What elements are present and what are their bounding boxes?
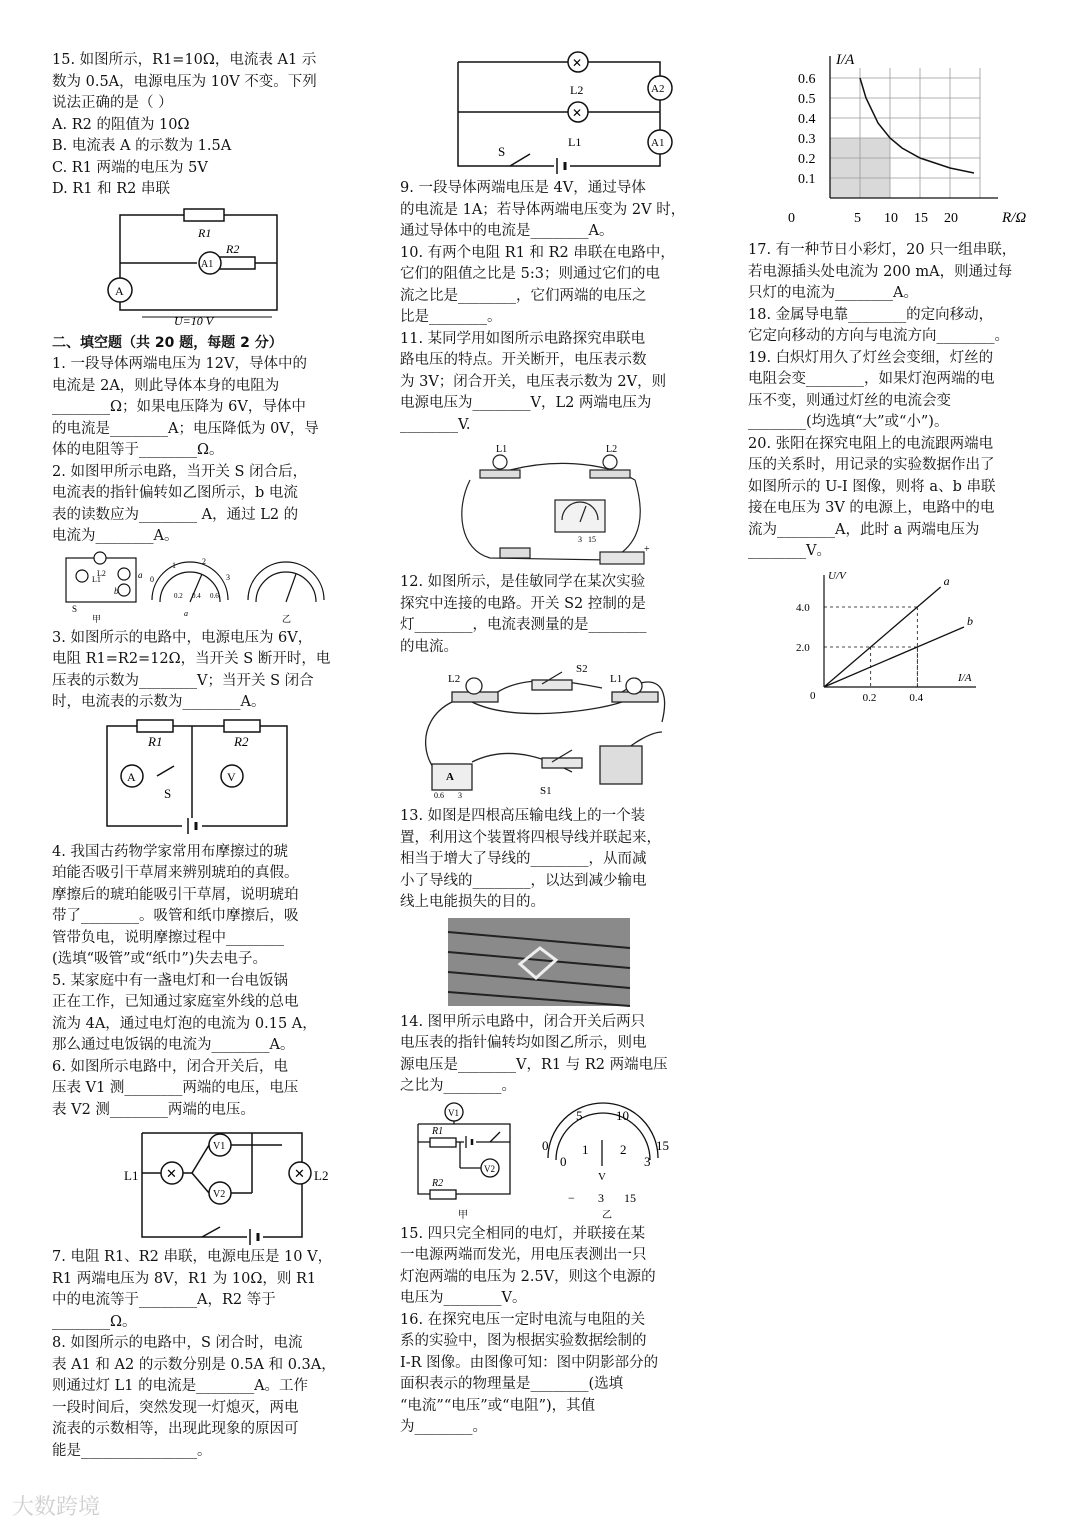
chart-u-vs-i (788, 567, 988, 707)
text-line: 只灯的电流为________A。 (748, 285, 918, 301)
terminal-3: 3 (458, 791, 462, 800)
text-line: R1 两端电压为 8V，R1 为 10Ω，则 R1 (52, 1270, 317, 1287)
ammeter-a1: A1 (651, 137, 665, 149)
terminal-3: 3 (598, 1190, 604, 1205)
text-line: 电压表的指针偏转均如图乙所示，则电 (400, 1035, 647, 1051)
terminal-3: 3 (578, 535, 582, 544)
label-r2: R2 (226, 241, 240, 256)
label-jia: 甲 (92, 613, 102, 624)
question-15b (400, 1224, 700, 1310)
x-tick-label: 15 (914, 211, 928, 226)
y-axis-label: U/V (828, 569, 846, 582)
text-line: 表 A1 和 A2 的示数分别是 0.5A 和 0.3A， (52, 1356, 336, 1373)
label-voltage: U=10 V (174, 313, 214, 328)
text-line: 源电压是________V，R1 与 R2 两端电压 (400, 1056, 668, 1073)
question-13 (400, 806, 700, 914)
text-line: 能是________________。 (52, 1442, 212, 1459)
label-l2: L2 (448, 673, 461, 685)
option-a: A. R2 的阻值为 10Ω (52, 116, 190, 133)
column-1 (52, 50, 352, 1462)
label-l1: L1 (568, 135, 582, 149)
circuit-diagram-q8 (450, 54, 750, 174)
unit-v: V (598, 1170, 606, 1183)
text-line: 带了________。吸管和纸巾摩擦后，吸 (52, 908, 299, 924)
terminal-minus: − (568, 1190, 575, 1205)
text-line: 流为 4A，通过电灯泡的电流为 0.15 A， (52, 1015, 317, 1032)
terminal-15: 15 (624, 1190, 636, 1205)
text-line: 压表的示数为________V；当开关 S 闭合 (52, 672, 314, 689)
label-s: S (72, 603, 78, 614)
x-tick-label: 5 (854, 211, 861, 226)
x-tick-label: 0.4 (909, 691, 924, 704)
question-8 (52, 1333, 352, 1462)
text-line: 17. 有一种节日小彩灯，20 只一组串联， (748, 242, 1017, 258)
scale-top-0: 0 (542, 1137, 549, 1153)
text-line: ________Ω。 (52, 1313, 137, 1330)
voltmeter-v1: V1 (448, 1107, 459, 1118)
label-l2: L2 (97, 568, 106, 578)
meter-tick: 3 (226, 572, 230, 582)
terminal-plus: + (644, 544, 650, 555)
text-line: 摩擦后的琥珀能吸引干草屑，说明琥珀 (52, 886, 299, 903)
text-line: 的电流是________A；电压降低为 0V，导 (52, 420, 319, 437)
label-l1: L1 (92, 574, 101, 584)
text-line: 压表 V1 测________两端的电压，电压 (52, 1080, 299, 1096)
switch-s: S (498, 144, 506, 159)
question-20 (748, 434, 1048, 563)
meter-tick: 0.4 (192, 591, 201, 600)
scale-top-5: 5 (576, 1107, 583, 1123)
text-line: 1. 一段导体两端电压为 12V，导体中的 (52, 356, 307, 372)
series-label-b: b (967, 613, 973, 628)
text-line: 20. 张阳在探究电阻上的电流跟两端电 (748, 435, 994, 452)
y-tick-label: 0.5 (798, 92, 816, 107)
meter-tick: 0.2 (174, 591, 183, 600)
series-line-a (824, 587, 941, 687)
text-line: 压不变，则通过灯丝的电流会变 (748, 392, 951, 409)
question-16 (400, 1310, 700, 1439)
text-line: 中的电流等于________A，R2 等于 (52, 1292, 276, 1308)
column-3 (748, 44, 1048, 711)
question-17 (748, 240, 1048, 305)
text-line: 置，利用这个装置将四根导线并联起来， (400, 829, 661, 846)
text-line: 电流为________A。 (52, 528, 179, 544)
text-line: 7. 电阻 R1、R2 串联，电源电压是 10 V， (52, 1249, 333, 1265)
x-tick-label: 10 (884, 211, 898, 226)
text-line: 电源电压为________V，L2 两端电压为 (400, 395, 652, 411)
text-line: 它们的阻值之比是 5:3；则通过它们的电 (400, 266, 660, 282)
label-r2: R2 (234, 733, 249, 749)
text-line: 的电流。 (400, 638, 458, 655)
label-b: b (114, 585, 119, 596)
label-l2: L2 (314, 1168, 329, 1183)
label-r2: R2 (432, 1177, 444, 1189)
column-2 (400, 54, 700, 1439)
text-line: 为________。 (400, 1419, 487, 1435)
label-r1: R1 (148, 733, 163, 749)
text-line: 19. 白炽灯用久了灯丝会变细，灯丝的 (748, 349, 994, 366)
origin-label: 0 (810, 689, 816, 702)
text-line: ________(均选填“大”或“小”)。 (748, 414, 949, 430)
scale-bottom-3: 3 (644, 1153, 651, 1169)
text-line: 接在电压为 3V 的电源上，电路中的电 (748, 500, 995, 516)
switch-s: S (164, 785, 172, 801)
text-line: 小了导线的________，以达到减少输电 (400, 872, 647, 889)
terminal-15: 15 (588, 535, 596, 544)
text-line: 11. 某同学用如图所示电路探究串联电 (400, 330, 646, 347)
question-6 (52, 1057, 352, 1122)
text-line: 电流表的指针偏转如乙图所示，b 电流 (52, 485, 298, 501)
y-tick-label: 0.3 (798, 132, 816, 147)
text-line: 时，电流表的示数为________A。 (52, 694, 266, 710)
question-14 (400, 1012, 700, 1098)
terminal-06: 0.6 (434, 791, 444, 800)
text-line: 电流是 2A，则此导体本身的电阻为 (52, 377, 280, 394)
x-tick-label: 0.2 (862, 691, 877, 704)
text-line: I-R 图像。由图像可知：图中阴影部分的 (400, 1354, 659, 1371)
ammeter-a1: A1 (201, 258, 214, 270)
text-line: (选填“吸管”或“纸巾”)失去电子。 (52, 951, 267, 967)
text-line: 6. 如图所示电路中，闭合开关后，电 (52, 1058, 288, 1075)
text-line: 体的电阻等于________Ω。 (52, 442, 224, 458)
voltmeter-v2: V2 (484, 1163, 495, 1174)
question-3 (52, 628, 352, 714)
label-l1: L1 (124, 1168, 139, 1183)
text-line: 表 V2 测________两端的电压。 (52, 1101, 255, 1118)
text-line: 系的实验中，图为根据实验数据绘制的 (400, 1333, 647, 1349)
text-line: 18. 金属导电靠________的定向移动， (748, 306, 994, 323)
question-18 (748, 305, 1048, 348)
question-2 (52, 462, 352, 548)
scale-top-15: 15 (656, 1137, 669, 1153)
label-yi: 乙 (282, 613, 292, 624)
text-line: 3. 如图所示的电路中，电源电压为 6V， (52, 629, 313, 646)
text-line: 之比为________。 (400, 1078, 516, 1094)
meter-label-a: a (184, 608, 188, 618)
text-line: 16. 在探究电压一定时电流与电阻的关 (400, 1311, 646, 1328)
text-line: 比是________。 (400, 309, 502, 325)
text-line: 流表的示数相等，出现此现象的原因可 (52, 1421, 299, 1437)
x-axis-label: I/A (958, 671, 972, 684)
text-line: 为 3V；闭合开关，电压表示数为 2V，则 (400, 373, 667, 390)
question-15a (52, 50, 352, 201)
scale-bottom-0: 0 (560, 1153, 567, 1169)
text-line: 若电源插头处电流为 200 mA，则通过每 (748, 263, 1013, 280)
label-s2: S2 (576, 663, 588, 675)
text-line: 5. 某家庭中有一盏电灯和一台电饭锅 (52, 972, 288, 989)
text-line: 电阻会变________，如果灯泡两端的电 (748, 371, 995, 387)
lamp-l1-icon: ✕ (166, 1166, 177, 1181)
text-line: 珀能否吸引干草屑来辨别琥珀的真假。 (52, 865, 299, 881)
y-tick-label: 0.6 (798, 72, 816, 87)
lamp-icon: ✕ (572, 106, 583, 120)
text-line: 一段时间后，突然发现一灯熄灭，两电 (52, 1399, 299, 1416)
circuit-diagram-q15 (102, 205, 302, 329)
question-7 (52, 1247, 352, 1333)
label-yi: 乙 (602, 1209, 612, 1221)
x-axis-label: R/Ω (1002, 210, 1027, 226)
text-line: ________V。 (748, 543, 831, 559)
text-line: 灯泡两端的电压为 2.5V，则这个电源的 (400, 1268, 656, 1285)
y-axis-label: I/A (836, 52, 855, 68)
question-9 (400, 178, 700, 243)
text-line: 探究中连接的电路。开关 S2 控制的是 (400, 595, 646, 612)
text-line: 面积表示的物理量是________(选填 (400, 1376, 624, 1392)
text-line: 9. 一段导体两端电压是 4V，通过导体 (400, 180, 646, 196)
text-line: 电压为________V。 (400, 1290, 527, 1306)
text-line: 10. 有两个电阻 R1 和 R2 串联在电路中， (400, 244, 675, 261)
circuit-diagram-q3 (102, 718, 402, 838)
text-line: 它定向移动的方向与电流方向________。 (748, 328, 1009, 344)
label-r1: R1 (198, 225, 212, 240)
question-1 (52, 354, 352, 462)
circuit-photo-q11 (450, 440, 750, 568)
question-4 (52, 842, 352, 971)
series-label-a: a (943, 573, 950, 588)
text-line: 正在工作，已知通过家庭室外线的总电 (52, 994, 299, 1010)
power-line-photo (448, 918, 748, 1008)
voltmeter-v: V (227, 769, 236, 784)
meter-tick: 1 (172, 560, 176, 570)
option-c: C. R1 两端的电压为 5V (52, 159, 208, 176)
section-title: 二、填空题（共 20 题，每题 2 分） (52, 334, 283, 351)
text-line: 说法正确的是（ ） (52, 95, 173, 111)
meter-tick: 0 (150, 574, 154, 584)
text-line: 15. 如图所示，R1=10Ω，电流表 A1 示 (52, 52, 317, 68)
question-10 (400, 243, 700, 329)
y-tick-label: 0.2 (798, 152, 816, 167)
ammeter-a: A (115, 283, 124, 298)
label-a: a (138, 569, 143, 580)
question-11 (400, 329, 700, 437)
text-line: 压的关系时，用记录的实验数据作出了 (748, 457, 995, 473)
label-l1: L1 (610, 673, 623, 685)
scale-bottom-1: 1 (582, 1141, 589, 1157)
circuit-and-meters-q2 (52, 552, 352, 624)
y-tick-label: 0.1 (798, 172, 816, 187)
scale-top-10: 10 (616, 1107, 629, 1123)
text-line: 15. 四只完全相同的电灯，并联接在某 (400, 1225, 646, 1242)
text-line: 流为________A，此时 a 两端电压为 (748, 521, 980, 538)
text-line: 4. 我国古药物学家常用布摩擦过的琥 (52, 843, 288, 860)
text-line: 的电流是 1A；若导体两端电压变为 2V 时， (400, 201, 686, 218)
label-l2: L2 (606, 444, 618, 455)
circuit-diagram-q6 (92, 1125, 392, 1243)
circuit-and-voltmeter-q14 (410, 1102, 710, 1220)
x-tick-label: 0 (788, 211, 795, 226)
series-line-b (824, 627, 964, 687)
meter-tick: 0.6 (210, 591, 219, 600)
label-s1: S1 (540, 785, 552, 797)
option-d: D. R1 和 R2 串联 (52, 181, 170, 197)
y-tick-label: 0.4 (798, 112, 816, 127)
text-line: “电流”“电压”或“电阻”)，其值 (400, 1397, 596, 1414)
question-12 (400, 572, 700, 658)
text-line: 13. 如图是四根高压输电线上的一个装 (400, 808, 646, 824)
text-line: 数为 0.5A，电源电压为 10V 不变。下列 (52, 73, 317, 90)
text-line: 表的读数应为________ A，通过 L2 的 (52, 506, 299, 523)
label-l1: L1 (496, 444, 508, 455)
label-r1: R1 (432, 1125, 444, 1137)
text-line: 管带负电，说明摩擦过程中________ (52, 929, 284, 946)
question-19 (748, 348, 1048, 434)
text-line: 电阻 R1=R2=12Ω，当开关 S 断开时，电 (52, 651, 331, 667)
option-b: B. 电流表 A 的示数为 1.5A (52, 138, 232, 154)
ammeter-a: A (127, 769, 136, 784)
text-line: 则通过灯 L1 的电流是________A。工作 (52, 1378, 309, 1394)
text-line: 路电压的特点。开关断开，电压表示数 (400, 352, 647, 368)
text-line: 8. 如图所示的电路中，S 闭合时，电流 (52, 1335, 303, 1351)
text-line: 14. 图甲所示电路中，闭合开关后两只 (400, 1013, 646, 1030)
text-line: 一电源两端而发光，用电压表测出一只 (400, 1247, 647, 1263)
meter-tick: 2 (202, 556, 206, 566)
chart-i-vs-r (768, 48, 1027, 236)
y-tick-label: 4.0 (796, 601, 810, 614)
voltmeter-v1: V1 (213, 1141, 226, 1152)
y-tick-label: 2.0 (796, 641, 810, 654)
text-line: 如图所示的 U-I 图像，则将 a、b 串联 (748, 478, 996, 495)
text-line: 线上电能损失的目的。 (400, 894, 545, 910)
voltmeter-v2: V2 (213, 1189, 226, 1200)
circuit-photo-q12 (412, 662, 712, 802)
text-line: 灯________，电流表测量的是________ (400, 617, 647, 633)
label-l2: L2 (570, 83, 584, 97)
text-line: 12. 如图所示，是佳敏同学在某次实验 (400, 574, 646, 590)
text-line: 通过导体中的电流是________A。 (400, 223, 614, 239)
ammeter-a2: A2 (651, 83, 665, 95)
text-line: ________Ω；如果电压降为 6V，导体中 (52, 399, 306, 415)
question-5 (52, 971, 352, 1057)
ammeter-a: A (446, 771, 454, 783)
watermark: 大数跨境 (12, 1495, 101, 1520)
scale-bottom-2: 2 (620, 1141, 627, 1157)
text-line: 相当于增大了导线的________，从而减 (400, 851, 647, 867)
text-line: ________V. (400, 416, 471, 433)
text-line: 2. 如图甲所示电路，当开关 S 闭合后， (52, 463, 308, 480)
lamp-icon: ✕ (572, 56, 583, 70)
x-tick-label: 20 (944, 211, 958, 226)
lamp-l2-icon: ✕ (294, 1166, 305, 1181)
text-line: 流之比是________，它们两端的电压之 (400, 287, 647, 304)
text-line: 那么通过电饭锅的电流为________A。 (52, 1037, 295, 1053)
label-jia: 甲 (458, 1209, 468, 1221)
